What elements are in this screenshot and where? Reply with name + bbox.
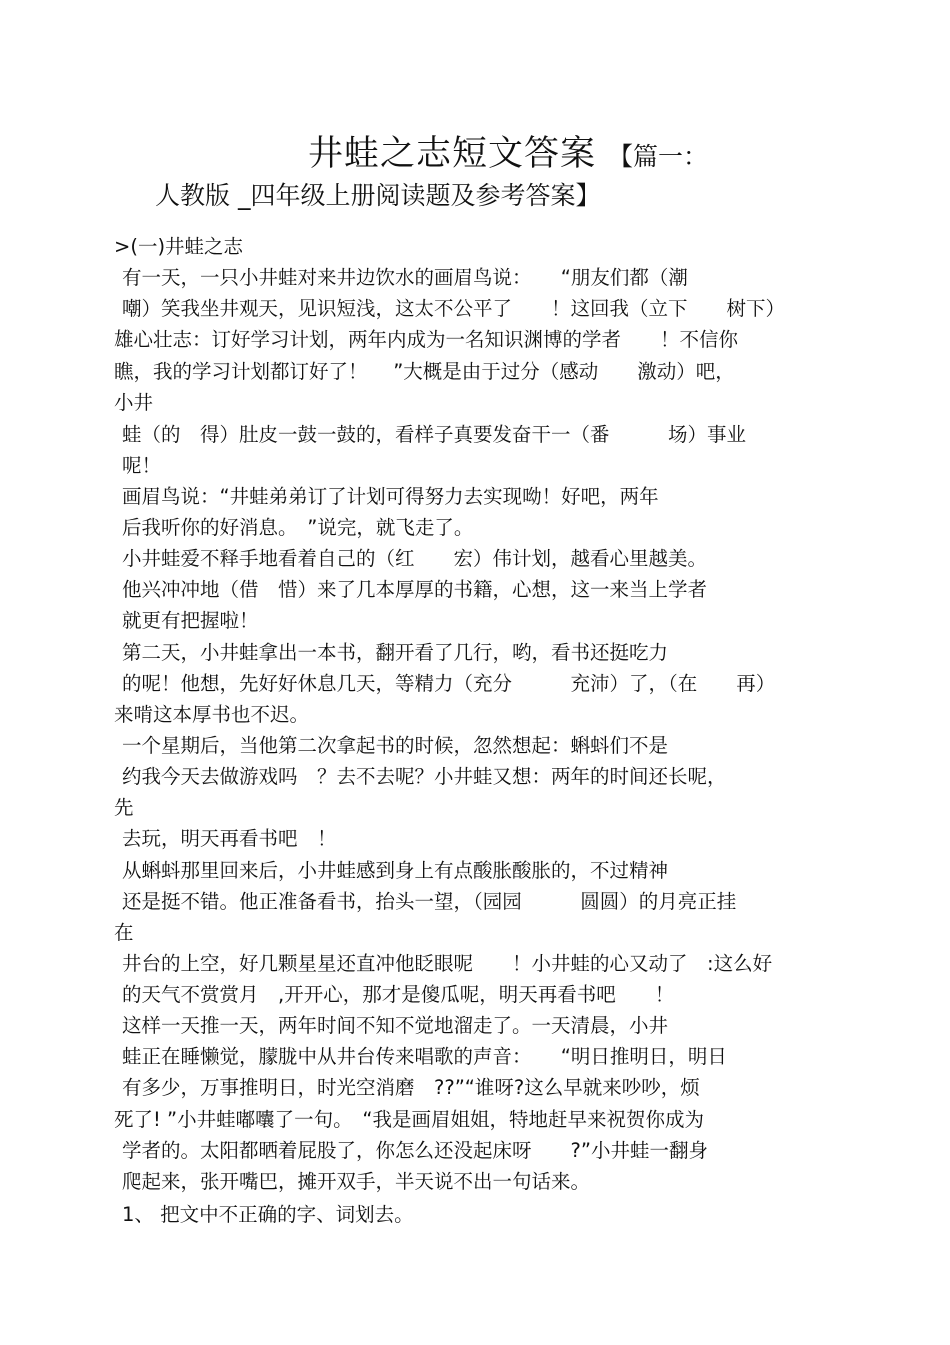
- document-title: [308, 126, 708, 176]
- text-line: 就更有把握啦！: [122, 609, 259, 632]
- question-line: 1、 把文中不正确的字、词划去。: [122, 1203, 414, 1226]
- text-line: >(一)井蛙之志: [114, 235, 244, 258]
- text-line: 瞧，我的学习计划都订好了！ ”大概是由于过分（感动 激动）吧，: [114, 360, 735, 383]
- text-line: 小井蛙爱不释手地看着自己的（红 宏）伟计划，越看心里越美。: [122, 547, 708, 570]
- text-line: 他兴冲冲地（借 惜）来了几本厚厚的书籍，心想，这一来当上学者: [122, 578, 708, 601]
- text-line: 这样一天推一天，两年时间不知不觉地溜走了。一天清晨，小井: [122, 1014, 669, 1037]
- text-line: 从蝌蚪那里回来后，小井蛙感到身上有点酸胀酸胀的，不过精神: [122, 859, 669, 882]
- text-line: 死了! ”小井蛙嘟囔了一句。 “我是画眉姐姐，特地赶早来祝贺你成为: [114, 1108, 704, 1131]
- text-line: 来啃这本厚书也不迟。: [114, 703, 310, 726]
- text-line: 的天气不赏赏月 ,开开心，那才是傻瓜呢，明天再看书吧 ！: [122, 983, 675, 1006]
- title-main: 井蛙之志短文答案: [308, 134, 597, 174]
- text-line: 呢！: [122, 454, 162, 477]
- text-line: 爬起来，张开嘴巴，摊开双手，半天说不出一句话来。: [122, 1170, 591, 1193]
- text-line: 画眉鸟说：“井蛙弟弟订了计划可得努力去实现呦！好吧，两年: [122, 485, 659, 508]
- text-line: 蛙（的 得）肚皮一鼓一鼓的，看样子真要发奋干一（番 场）事业: [122, 423, 747, 446]
- text-line: 雄心壮志：订好学习计划，两年内成为一名知识渊博的学者 ！不信你: [114, 328, 739, 351]
- text-line: 去玩，明天再看书吧 ！: [122, 827, 337, 850]
- text-line: 的呢！他想，先好好休息几天，等精力（充分 充沛）了，（在 再）: [122, 672, 776, 695]
- text-line: 还是挺不错。他正准备看书，抬头一望，（园园 圆圆）的月亮正挂: [122, 890, 737, 913]
- text-line: 小井: [114, 391, 154, 414]
- text-line: 嘲）笑我坐井观天，见识短浅，这太不公平了 ！这回我（立下 树下）: [122, 297, 786, 320]
- text-line: 有一天，一只小井蛙对来井边饮水的画眉鸟说： “朋友们都（潮: [122, 266, 688, 289]
- text-line: 一个星期后，当他第二次拿起书的时候，忽然想起：蝌蚪们不是: [122, 734, 669, 757]
- title-subtitle-part2: 人教版 _四年级上册阅读题及参考答案】: [155, 181, 601, 210]
- title-subtitle-part1: 【篇一：: [608, 142, 709, 171]
- text-line: 约我今天去做游戏吗 ？去不去呢？小井蛙又想：两年的时间还长呢，: [122, 765, 727, 788]
- text-line: 在: [114, 921, 134, 944]
- text-line: 后我听你的好消息。 ”说完，就飞走了。: [122, 516, 474, 539]
- text-line: 第二天，小井蛙拿出一本书，翻开看了几行，哟，看书还挺吃力: [122, 641, 669, 664]
- text-line: 有多少，万事推明日，时光空消磨 ??”“谁呀?这么早就来吵吵，烦: [122, 1076, 700, 1099]
- text-line: 学者的。太阳都晒着屁股了，你怎么还没起床呀 ?”小井蛙一翻身: [122, 1139, 708, 1162]
- text-line: 蛙正在睡懒觉，朦胧中从井台传来唱歌的声音： “明日推明日，明日: [122, 1045, 727, 1068]
- text-line: 先: [114, 796, 134, 819]
- text-line: 井台的上空，好几颗星星还直冲他眨眼呢 ！小井蛙的心又动了 :这么好: [122, 952, 773, 975]
